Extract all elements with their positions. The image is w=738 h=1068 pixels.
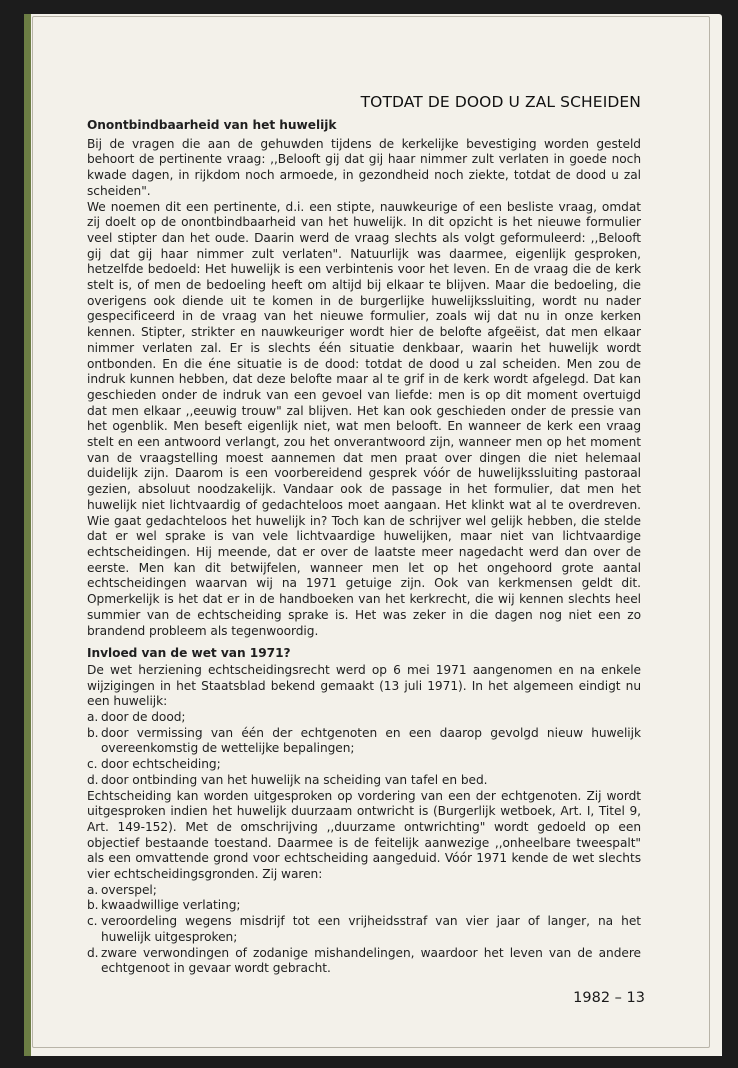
list-item-text: door echtscheiding; bbox=[101, 757, 221, 772]
list-item bbox=[87, 883, 641, 899]
paragraph: Echtscheiding kan worden uitgesproken op vordering van een der echtgenoten. Zij wordt uitgesproken indien het huwelijk duurzaam ontwricht is (Burgerlijk wetboek, Art. I, Titel 9, Art. 149-152). Met de omschrijving ,,duurzame ontwrichting" wordt gedoeld op een objectief bestaande toestand. Daarmee is de feitelijk aanwezige ,,onheelbare tweespalt" als een omvattende grond voor echtscheiding aangeduid. Vóór 1971 kende de wet slechts vier echtscheidingsgronden. Zij waren: bbox=[87, 788, 641, 882]
page-number: 1982 – 13 bbox=[573, 990, 645, 1006]
list-item-text: door de dood; bbox=[101, 710, 186, 725]
scan-border-bottom bbox=[0, 1056, 738, 1068]
list-item-label: c. bbox=[87, 914, 98, 929]
list-echtscheidingsgronden bbox=[87, 883, 641, 977]
section-heading-invloed-wet: Invloed van de wet van 1971? bbox=[87, 646, 291, 661]
list-item-label: d. bbox=[87, 772, 99, 787]
paragraph: Bij de vragen die aan de gehuwden tijdens de kerkelijke bevestiging worden gesteld behoort de pertinente vraag: ,,Belooft gij dat gij haar nimmer zult verlaten in goede noch kwade dagen, in rijkdom noch armoede, in gezondheid noch ziekte, totdat de dood u zal scheiden". bbox=[87, 136, 641, 198]
list-item-label: d. bbox=[87, 945, 99, 960]
list-item-text: door vermissing van één der echtgenoten en een daarop gevolgd nieuw huwelijk overeenkomstig de wettelijke bepalingen; bbox=[101, 725, 641, 756]
list-item-text: door ontbinding van het huwelijk na scheiding van tafel en bed. bbox=[101, 772, 488, 787]
list-item-text: overspel; bbox=[101, 882, 157, 897]
article-title: TOTDAT DE DOOD U ZAL SCHEIDEN bbox=[360, 93, 641, 111]
list-item-label: a. bbox=[87, 710, 99, 725]
list-item bbox=[87, 898, 641, 914]
list-item bbox=[87, 914, 641, 945]
scan-border-left bbox=[0, 0, 24, 1068]
list-item bbox=[87, 773, 641, 789]
section-heading-onontbindbaarheid: Onontbindbaarheid van het huwelijk bbox=[87, 118, 337, 132]
list-item-text: veroordeling wegens misdrijf tot een vrijheidsstraf van vier jaar of langer, na het huwelijk uitgesproken; bbox=[101, 914, 641, 944]
list-einde-huwelijk bbox=[87, 710, 641, 789]
page-binding-edge bbox=[24, 14, 31, 1056]
article-body bbox=[87, 92, 641, 977]
list-item bbox=[87, 946, 641, 977]
list-item-text: zware verwondingen of zodanige mishandelingen, waardoor het leven van de andere echtgenoot in gevaar wordt gebracht. bbox=[101, 945, 641, 976]
list-item bbox=[87, 726, 641, 757]
list-item bbox=[87, 757, 641, 773]
scan-border-right bbox=[722, 0, 738, 1068]
list-item-label: a. bbox=[87, 882, 99, 897]
list-item bbox=[87, 710, 641, 726]
list-item-label: b. bbox=[87, 898, 99, 913]
list-item-label: c. bbox=[87, 757, 98, 772]
paragraph: We noemen dit een pertinente, d.i. een stipte, nauwkeurige of een besliste vraag, omdat zij doelt op de onontbindbaarheid van het huwelijk. In dit opzicht is het nieuwe formulier veel stipter dan het oude. Daarin werd de vraag slechts als volgt geformuleerd: ,,Belooft gij dat gij haar nimmer zult verlaten". Natuurlijk was daarmee, eigenlijk gesproken, hetzelfde bedoeld: Het huwelijk is een verbintenis voor het leven. En de vraag die de kerk stelt is, of men de bedoeling heeft om altijd bij elkaar te blijven. Maar die bedoeling, die overigens ook diende uit te komen in de burgerlijke huwelijkssluiting, wordt nu nader gespecificeerd in de vraag van het nieuwe formulier, zoals wij dat nu in onze kerken kennen. Stipter, strikter en nauwkeuriger wordt hier de belofte afgeëist, dat men elkaar nimmer verlaten zal. Er is slechts één situatie denkbaar, waarin het huwelijk wordt ontbonden. En die éne situatie is de dood: totdat de dood u zal scheiden. Men zou de indruk kunnen hebben, dat deze belofte maar al te grif in de kerk wordt afgelegd. Dat kan geschieden onder de indruk van een gevoel van liefde: men is op dit moment overtuigd dat men elkaar ,,eeuwig trouw" zal blijven. Het kan ook geschieden onder de pressie van het ogenblik. Men beseft eigenlijk niet, wat men belooft. En wanneer de kerk een vraag stelt en een antwoord verlangt, zou het onverantwoord zijn, wanneer men op het moment van de vraagstelling moest aannemen dat men praat over dingen die niet helemaal duidelijk zijn. Daarom is een voorbereidend gesprek vóór de huwelijkssluiting pastoraal gezien, absoluut noodzakelijk. Vandaar ook de passage in het formulier, dat men het huwelijk niet lichtvaardig of gedachteloos moet aangaan. Het klinkt wat al te overdreven. Wie gaat gedachteloos het huwelijk in? Toch kan de schrijver wel gelijk hebben, die stelde dat er wel sprake is van vele lichtvaardige huwelijken, maar niet van lichtvaardige echtscheidingen. Hij meende, dat er over de laatste meer nagedacht werd dan over de eerste. Men kan dit betwijfelen, wanneer men let op het ongehoord grote aantal echtscheidingen waarvan wij na 1971 getuige zijn. Ook van kerkmensen geldt dit. Opmerkelijk is het dat er in de handboeken van het kerkrecht, die wij kennen slechts heel summier van de echtscheiding sprake is. Het was zeker in die dagen nog niet een zo brandend probleem als tegenwoordig. bbox=[87, 199, 641, 638]
paragraph: De wet herziening echtscheidingsrecht werd op 6 mei 1971 aangenomen en na enkele wijzigingen in het Staatsblad bekend gemaakt (13 juli 1971). In het algemeen eindigt nu een huwelijk: bbox=[87, 662, 641, 709]
list-item-label: b. bbox=[87, 725, 99, 740]
list-item-text: kwaadwillige verlating; bbox=[101, 898, 241, 913]
